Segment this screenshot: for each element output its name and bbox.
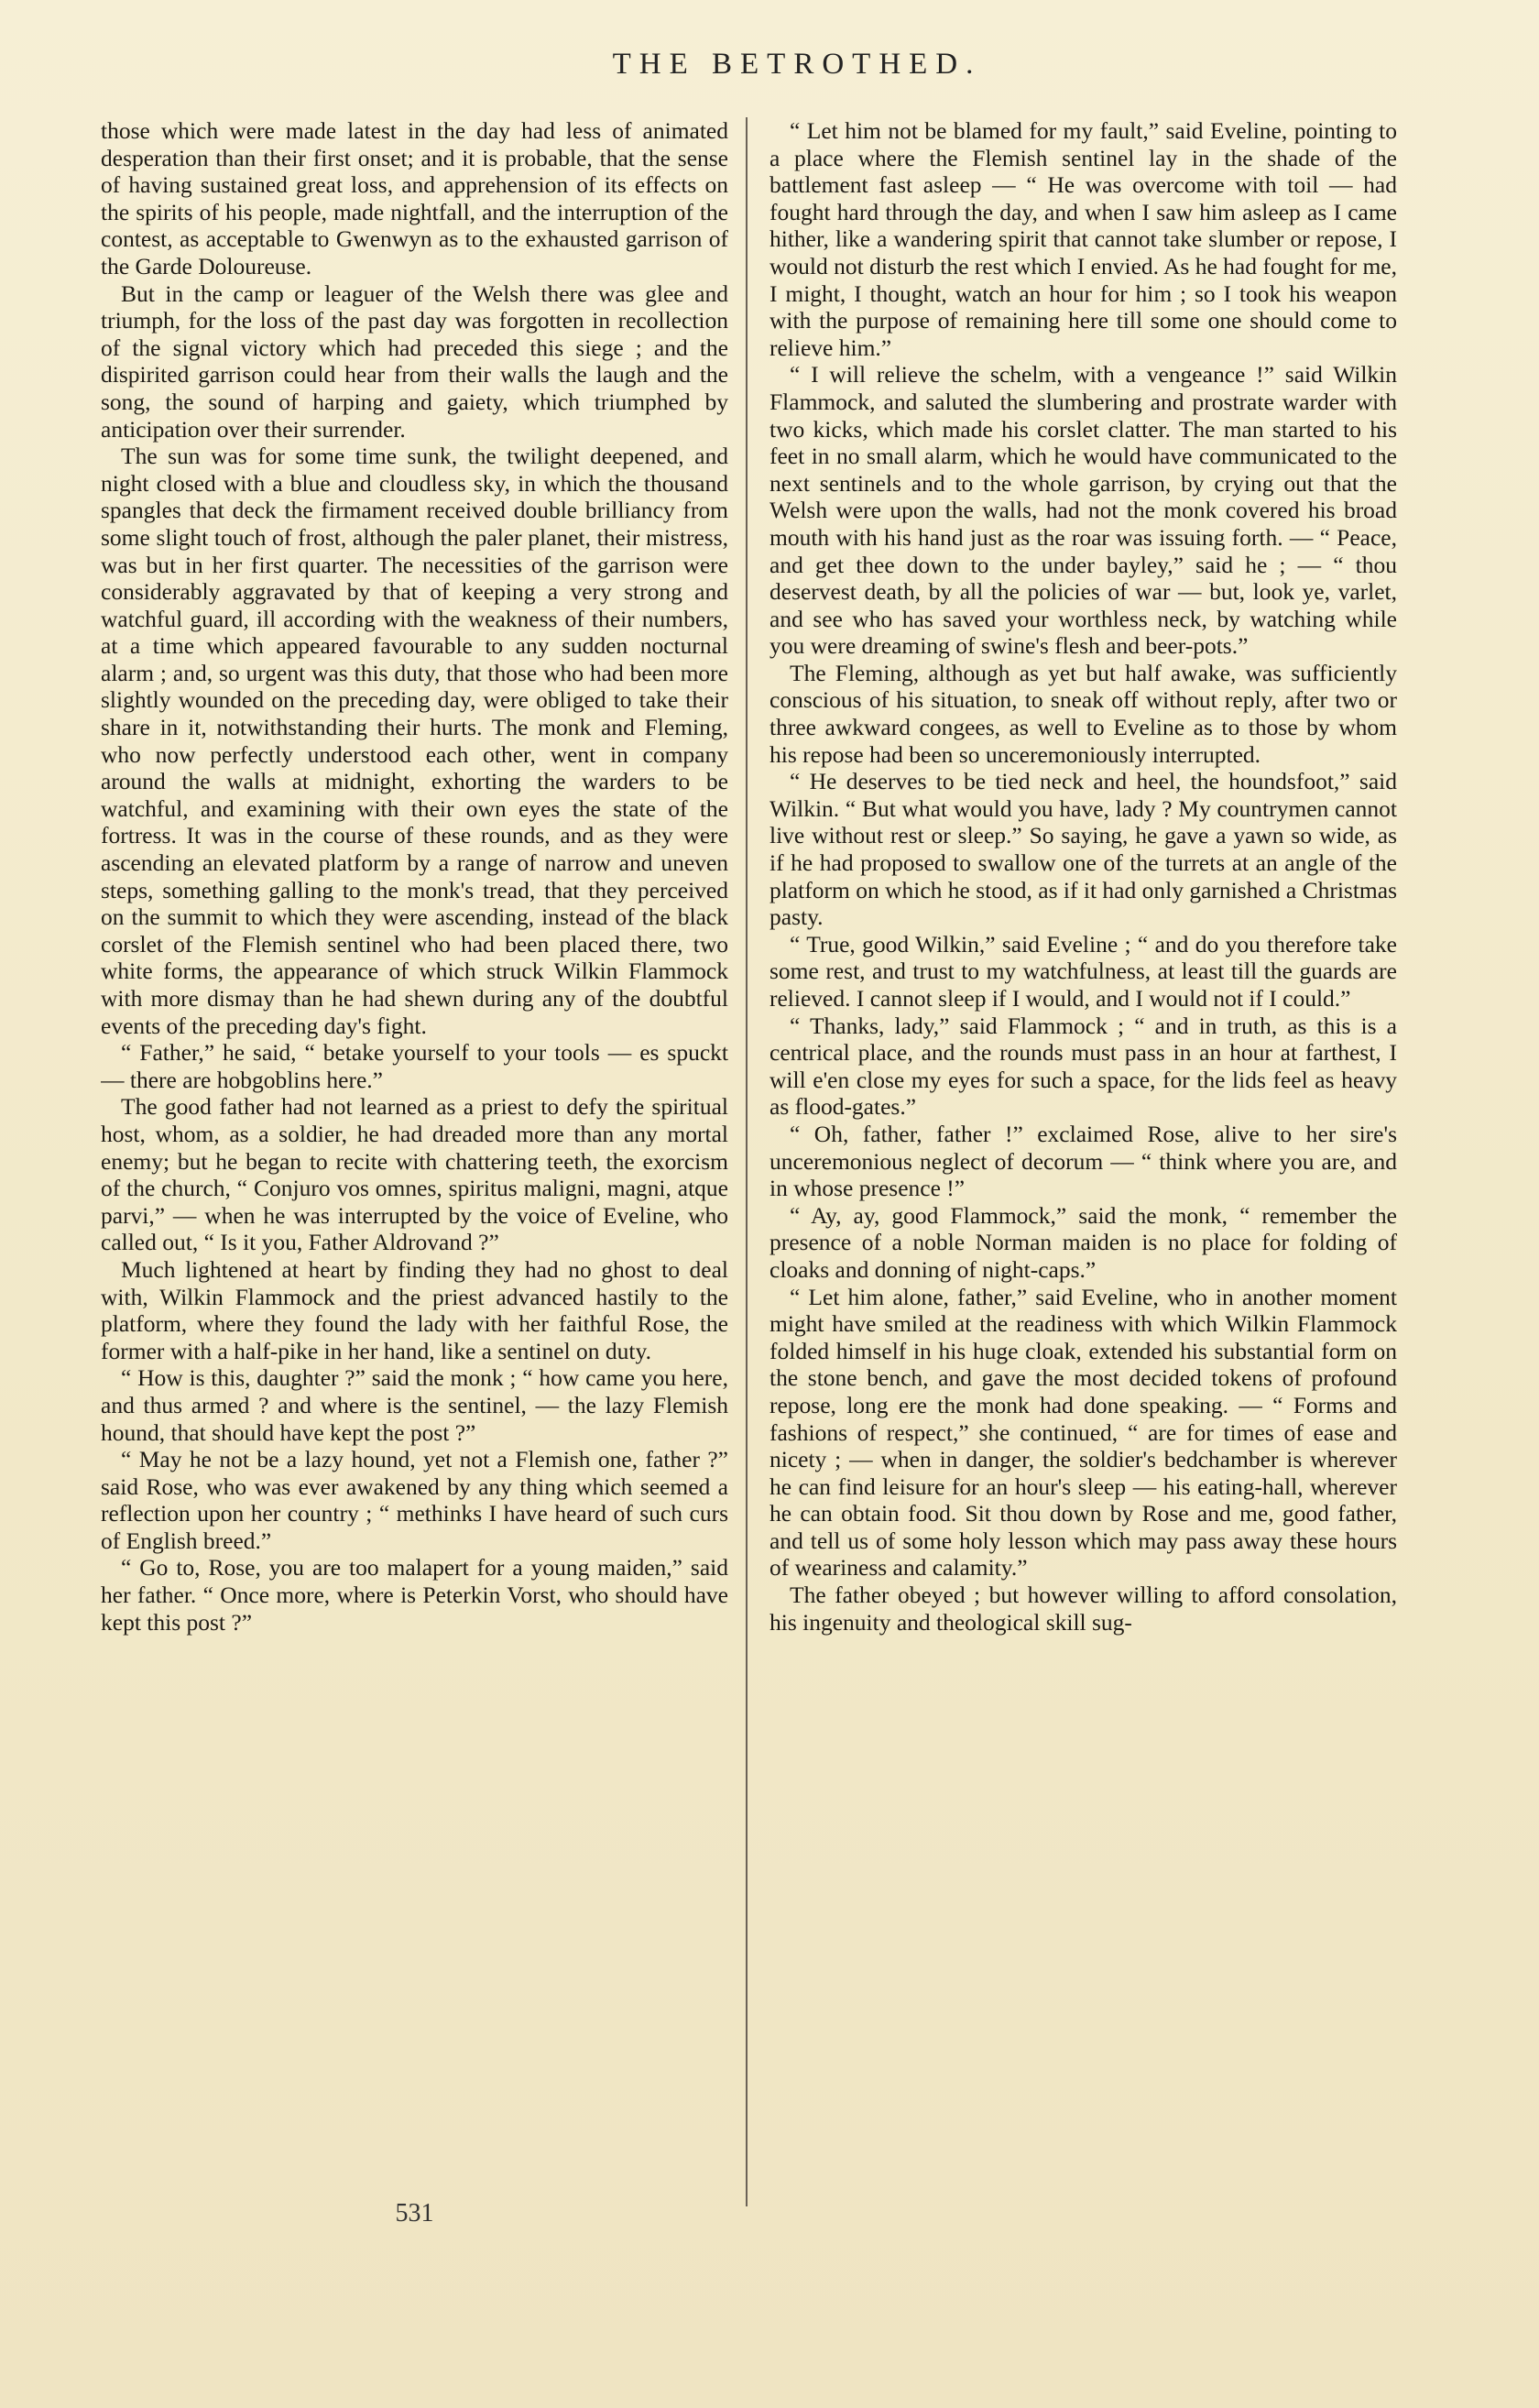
paragraph: The good father had not learned as a priest to defy the spiritual host, whom, as a soldier, he had dreaded more than any mortal enemy; but he began to recite with chattering teeth, the exorcism of the church, “ Conjuro vos omnes, spiritus maligni, magni, atque parvi,” — when he was interrupted by the voice of Eveline, who called out, “ Is it you, Father Aldrovand ?” [101, 1093, 728, 1256]
paragraph: “ Father,” he said, “ betake yourself to your tools — es spuckt — there are hobgoblins here.” [101, 1039, 728, 1093]
paragraph: “ May he not be a lazy hound, yet not a Flemish one, father ?” said Rose, who was ever awakened by any thing which seemed a reflection upon her country ; “ methinks I have heard of such curs of English breed.” [101, 1446, 728, 1554]
paragraph: “ Let him alone, father,” said Eveline, who in another moment might have smiled at the readiness with which Wilkin Flammock folded himself in his huge cloak, extended his substantial form on the stone bench, and gave the most decided tokens of profound repose, long ere the monk had done speaking. — “ Forms and fashions of respect,” she continued, “ are for times of ease and nicety ; — when in danger, the soldier's bedchamber is wherever he can find leisure for an hour's sleep — his eating-hall, wherever he can obtain food. Sit thou down by Rose and me, good father, and tell us of some holy lesson which may pass away these hours of weariness and calamity.” [770, 1283, 1397, 1582]
page-number: 531 [395, 2199, 434, 2227]
paragraph: “ Oh, father, father !” exclaimed Rose, alive to her sire's unceremonious neglect of decorum — “ think where you are, and in whose presence !” [770, 1120, 1397, 1202]
paragraph: “ How is this, daughter ?” said the monk ; “ how came you here, and thus armed ? and where is the sentinel, — the lazy Flemish hound, that should have kept the post ?” [101, 1364, 728, 1446]
paragraph: “ Ay, ay, good Flammock,” said the monk, “ remember the presence of a noble Norman maiden is no place for folding of cloaks and donning of night-caps.” [770, 1201, 1397, 1283]
paragraph: “ True, good Wilkin,” said Eveline ; “ and do you therefore take some rest, and trust to my watchfulness, at least till the guards are relieved. I cannot sleep if I would, and I would not if I could.” [770, 930, 1397, 1012]
paragraph: The sun was for some time sunk, the twilight deepened, and night closed with a blue and cloudless sky, in which the thousand spangles that deck the firmament received double brilliancy from some slight touch of frost, although the paler planet, their mistress, was but in her first quarter. The necessities of the garrison were considerably aggravated by that of keeping a very strong and watchful guard, ill according with the weakness of their numbers, at a time which appeared favourable to any sudden nocturnal alarm ; and, so urgent was this duty, that those who had been more slightly wounded on the preceding day, were obliged to take their share in it, notwithstanding their hurts. The monk and Fleming, who now perfectly understood each other, went in company around the walls at midnight, exhorting the warders to be watchful, and examining with their own eyes the state of the fortress. It was in the course of these rounds, and as they were ascending an elevated platform by a range of narrow and uneven steps, something galling to the monk's tread, that they perceived on the summit to which they were ascending, instead of the black corslet of the Flemish sentinel who had been placed there, two white forms, the appearance of which struck Wilkin Flammock with more dismay than he had shewn during any of the doubtful events of the preceding day's fight. [101, 443, 728, 1039]
paragraph: “ Thanks, lady,” said Flammock ; “ and in truth, as this is a centrical place, and the rounds must pass in an hour at farthest, I will e'en close my eyes for such a space, for the lids feel as heavy as flood-gates.” [770, 1012, 1397, 1121]
paragraph: “ He deserves to be tied neck and heel, the houndsfoot,” said Wilkin. “ But what would you have, lady ? My countrymen cannot live without rest or sleep.” So saying, he gave a yawn so wide, as if he had proposed to swallow one of the turrets at an angle of the platform on which he stood, as if it had only garnished a Christmas pasty. [770, 768, 1397, 931]
column-divider [746, 117, 748, 2206]
paragraph: The father obeyed ; but however willing to afford consolation, his ingenuity and theological skill sug- [770, 1582, 1397, 1636]
paragraph: “ I will relieve the schelm, with a vengeance !” said Wilkin Flammock, and saluted the slumbering and prostrate warder with two kicks, which made his corslet clatter. The man started to his feet in no small alarm, which he would have communicated to the next sentinels and to the whole garrison, by crying out that the Welsh were upon the walls, had not the monk covered his broad mouth with his hand just as the roar was issuing forth. — “ Peace, and get thee down to the under bayley,” said he ; — “ thou deservest death, by all the policies of war — but, look ye, varlet, and see who has saved your worthless neck, by watching while you were dreaming of swine's flesh and beer-pots.” [770, 361, 1397, 660]
right-column [770, 117, 1397, 2197]
paragraph: But in the camp or leaguer of the Welsh there was glee and triumph, for the loss of the past day was forgotten in recollection of the signal victory which had preceded this siege ; and the dispirited garrison could hear from their walls the laugh and the song, the sound of harping and gaiety, which triumphed by anticipation over their surrender. [101, 279, 728, 443]
paragraph: “ Let him not be blamed for my fault,” said Eveline, pointing to a place where the Flemish sentinel lay in the shade of the battlement fast asleep — “ He was overcome with toil — had fought hard through the day, and when I saw him asleep as I came hither, like a wandering spirit that cannot take slumber or repose, I would not disturb the rest which I envied. As he had fought for me, I might, I thought, watch an hour for him ; so I took his weapon with the purpose of remaining here till some one should come to relieve him.” [770, 117, 1397, 361]
paragraph: “ Go to, Rose, you are too malapert for a young maiden,” said her father. “ Once more, where is Peterkin Vorst, who should have kept this post ?” [101, 1554, 728, 1636]
paragraph: The Fleming, although as yet but half awake, was sufficiently conscious of his situation, to sneak off without reply, after two or three awkward congees, as well to Eveline as to those by whom his repose had been so unceremoniously interrupted. [770, 659, 1397, 768]
paragraph: those which were made latest in the day had less of animated desperation than their first onset; and it is probable, that the sense of having sustained great loss, and apprehension of its effects on the spirits of his people, made nightfall, and the interruption of the contest, as acceptable to Gwenwyn as to the exhausted garrison of the Garde Doloureuse. [101, 117, 728, 279]
paragraph: Much lightened at heart by finding they had no ghost to deal with, Wilkin Flammock and the priest advanced hastily to the platform, where they found the lady with her faithful Rose, the former with a half-pike in her hand, like a sentinel on duty. [101, 1255, 728, 1364]
running-header: THE BETROTHED. [612, 48, 982, 81]
left-column [101, 117, 728, 2197]
